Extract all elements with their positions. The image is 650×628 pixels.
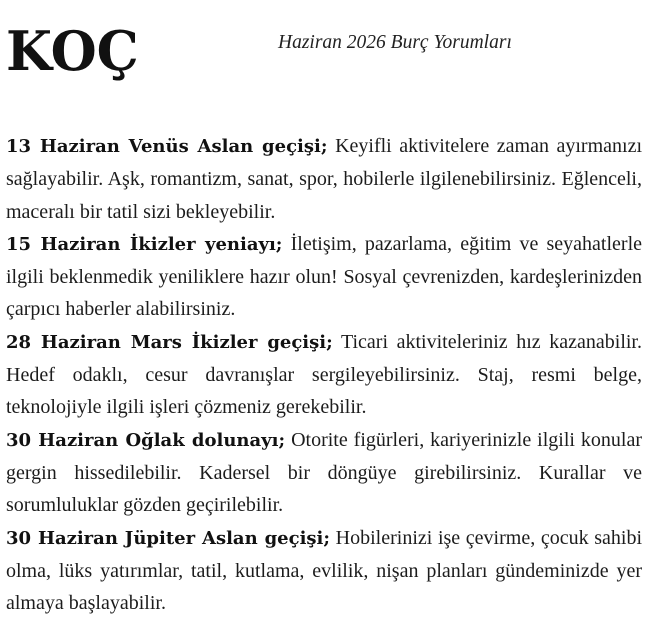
transit-entry-heading: 28 Haziran Mars İkizler geçişi; [6, 331, 333, 353]
transit-entry-text: Otorite figürleri, kariyerinizle ilgili konular gergin hissedilebilir. Kadersel bir döngüye girebilirsiniz. Kurallar ve sorumluluklar gözden geçirilebilir. [6, 428, 642, 517]
transit-entry [6, 424, 642, 522]
transit-entry [6, 228, 642, 326]
transit-entry-text: Ticari aktiviteleriniz hız kazanabilir. Hedef odaklı, cesur davranışlar sergileyebilirsiniz. Staj, resmi belge, teknolojiyle ilgili işleri çözmeniz gerekebilir. [6, 330, 642, 419]
transit-entries [6, 130, 642, 619]
transit-entry-heading: 13 Haziran Venüs Aslan geçişi; [6, 136, 328, 157]
transit-entry-text: Keyifli aktivitelere zaman ayırmanızı sağlayabilir. Aşk, romantizm, sanat, spor, hobilerle ilgilenebilirsiniz. Eğlenceli, maceralı bir tatil sizi bekleyebilir. [6, 135, 643, 223]
transit-entry [6, 130, 642, 228]
transit-entry-text: İletişim, pazarlama, eğitim ve seyahatlerle ilgili beklenmedik yeniliklere hazır olun! Sosyal çevrenizden, kardeşlerinizden çarpıcı haberler alabilirsiniz. [6, 232, 642, 321]
transit-entry [6, 522, 642, 620]
transit-entry-heading: 15 Haziran İkizler yeniayı; [6, 233, 283, 255]
transit-entry-heading: 30 Haziran Oğlak dolunayı; [6, 429, 286, 451]
header-subtitle: Haziran 2026 Burç Yorumları [278, 32, 512, 53]
transit-entry-heading: 30 Haziran Jüpiter Aslan geçişi; [6, 527, 331, 549]
transit-entry [6, 326, 642, 424]
sign-title: KOÇ [6, 19, 139, 83]
transit-entry-text: Hobilerinizi işe çevirme, çocuk sahibi olma, lüks yatırımlar, tatil, kutlama, evlilik, nişan planları gündeminizde yer almaya başlayabilir. [6, 526, 642, 615]
